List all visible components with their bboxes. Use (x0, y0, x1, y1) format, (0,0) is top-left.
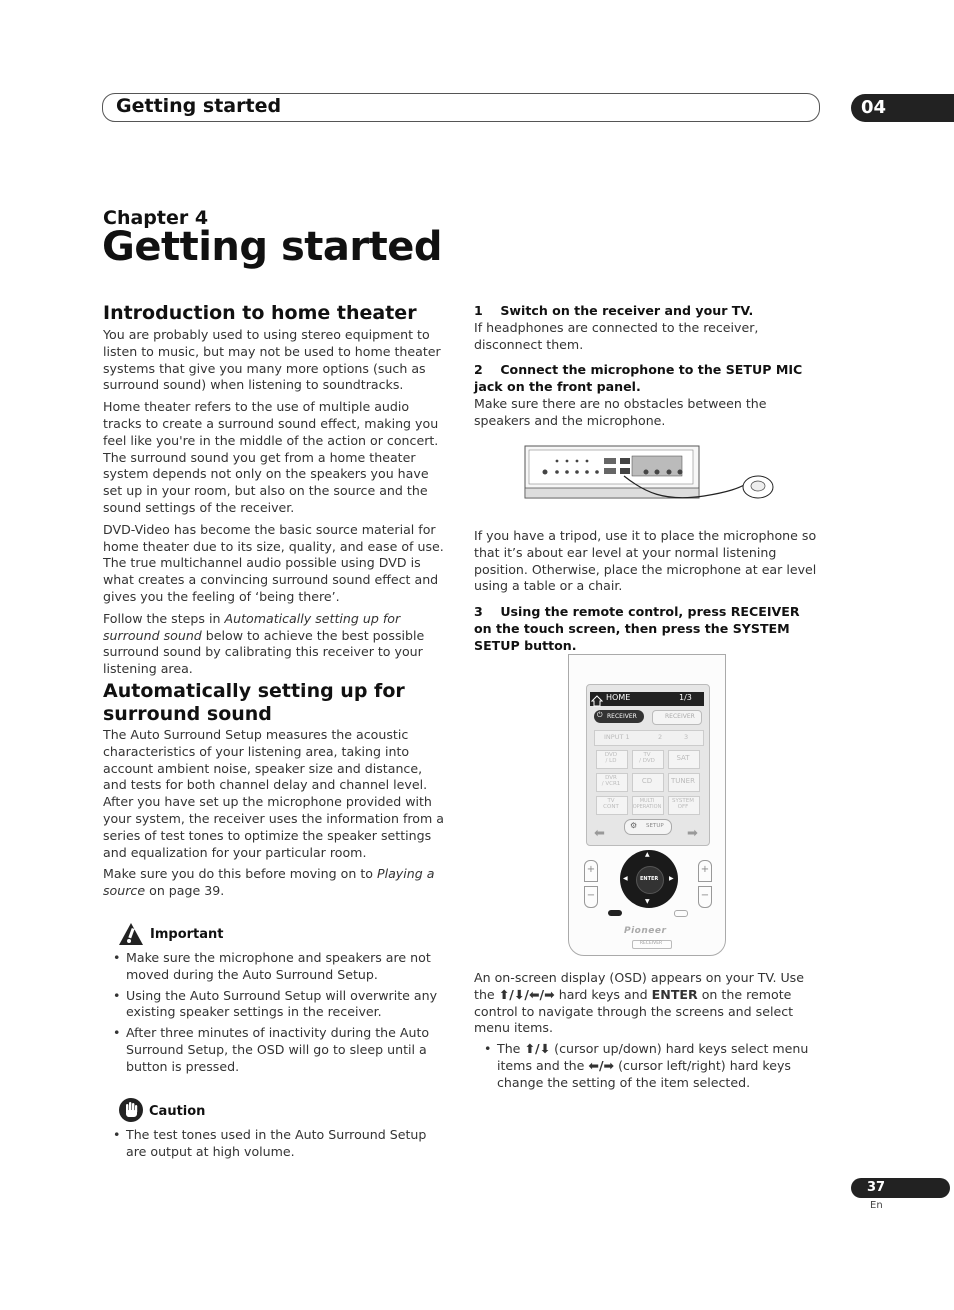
intro-paragraph-3: DVD-Video has become the basic source material for home theater due to its size, quality, and ease of use. The true multichannel audio possible using DVD is what creates a convincing surround sound effect and gives you the feeling of ‘being there’. (103, 521, 444, 604)
auto-p2-text: Make sure you do this before moving on to (103, 866, 377, 882)
warning-icon (118, 922, 144, 950)
step-2-title (474, 362, 820, 396)
important-item: • Using the Auto Surround Setup will overwrite any existing speaker settings in the receiver. (103, 988, 449, 1022)
intro-paragraph-1: You are probably used to using stereo equipment to listen to music, but may not be used to home theater systems that give you many more options (such as surround sound) when listening to soundtracks. (103, 327, 441, 393)
mute-button (674, 910, 688, 917)
intro-heading: Introduction to home theater (103, 302, 417, 324)
step-3-number: 3 (474, 604, 483, 620)
cursor-up-icon: ▲ (645, 851, 650, 858)
auto-paragraph-2 (103, 866, 449, 900)
receiver-microphone-illustration (524, 444, 776, 508)
auto-setup-section (103, 680, 449, 900)
channel-up-icon: + (698, 860, 712, 882)
left-arrow-icon: ⬅ (594, 826, 605, 841)
setup-label: SETUP (646, 823, 664, 829)
brand-logo: Pioneer (624, 926, 667, 936)
home-label: HOME (606, 693, 631, 702)
steps-1-2 (474, 303, 820, 430)
caution-item: • The test tones used in the Auto Surround Setup are output at high volume. (103, 1127, 449, 1161)
receiver-on-label: RECEIVER (607, 713, 637, 720)
tuner-label: TUNER (671, 777, 695, 785)
step-3-title (474, 604, 820, 654)
osd-section (474, 970, 820, 1092)
left-right-keys-icon: ⬅/➡ (588, 1057, 615, 1073)
intro-section (103, 302, 449, 678)
intro-paragraph-4 (103, 611, 449, 678)
step-3-text: Using the remote control, press RECEIVER on the touch screen, then press the SYSTEM SETUP button. (474, 604, 800, 653)
chapter-tab: 04 (851, 94, 954, 122)
osd-bullet-text-3: (cursor left/right) hard keys change the setting of the item selected. (497, 1057, 791, 1090)
auto-p2-text-end: on page 39. (145, 883, 225, 899)
osd-bullet (474, 1041, 820, 1091)
cursor-keys-icon: ⬆/⬇/⬅/➡ (498, 986, 555, 1002)
page-indicator: 1/3 (679, 693, 692, 702)
sat-label: SAT (676, 754, 690, 762)
tv-cont-label: TV CONT (603, 798, 619, 810)
input-label: INPUT 1 (604, 733, 630, 741)
language-code: En (870, 1200, 883, 1211)
cursor-right-icon: ▶ (669, 875, 674, 882)
setup-icon: ⚙ (630, 821, 638, 830)
volume-down-icon: − (584, 886, 598, 908)
step-2-text: Connect the microphone to the SETUP MIC jack on the front panel. (474, 362, 803, 395)
hand-stop-icon (119, 1098, 143, 1126)
intro-p4-ref: Automatically setting up for surround sound (103, 610, 401, 643)
volume-up-icon: + (584, 860, 598, 882)
osd-bullet-text-1: The (497, 1041, 525, 1057)
caution-list (103, 1127, 449, 1161)
chapter-title: Getting started (102, 224, 442, 270)
dvd-label: DVD / LD (604, 752, 618, 764)
up-down-keys-icon: ⬆/⬇ (524, 1041, 551, 1057)
important-list (103, 950, 449, 1076)
step-1-title (474, 303, 820, 320)
multi-operation-label: MULTI OPERATION (632, 798, 662, 810)
auto-setup-heading: Automatically setting up for surround sound (103, 680, 405, 725)
osd-paragraph (474, 970, 820, 1037)
input-3: 3 (684, 733, 689, 741)
section-title: Getting started (116, 95, 282, 117)
important-item: • Make sure the microphone and speakers are not moved during the Auto Surround Setup. (103, 950, 449, 984)
right-arrow-icon: ➡ (687, 826, 698, 841)
power-icon: ⏻ (597, 711, 603, 719)
enter-label: ENTER (640, 876, 659, 882)
home-icon (591, 692, 603, 704)
step-3-section (474, 528, 820, 655)
intro-p4-text: Follow the steps in (103, 610, 225, 626)
system-setup-button (608, 910, 622, 916)
osd-text-1: An on-screen display (OSD) appears on your TV. Use the (474, 970, 804, 1002)
tv-dvd-label: TV / DVD (639, 752, 655, 764)
cursor-left-icon: ◀ (623, 875, 628, 882)
step-1-number: 1 (474, 303, 483, 318)
step-1-body: If headphones are connected to the receiver, disconnect them. (474, 319, 759, 352)
important-item: • After three minutes of inactivity during the Auto Surround Setup, the OSD will go to sleep until a button is pressed. (103, 1025, 449, 1075)
cursor-down-icon: ▼ (645, 898, 650, 905)
auto-p2-ref: Playing a source (103, 866, 435, 899)
channel-down-icon: − (698, 886, 712, 908)
page-number: 37 (851, 1178, 950, 1198)
osd-bullet-text-2: (cursor up/down) hard keys select menu items and the (497, 1041, 809, 1073)
step-2-body: Make sure there are no obstacles between the speakers and the microphone. (474, 395, 767, 428)
remote-control-illustration (568, 654, 726, 956)
step-1-text: Switch on the receiver and your TV. (500, 303, 754, 318)
chapter-label: Chapter 4 (103, 207, 209, 229)
caution-title: Caution (149, 1104, 206, 1119)
enter-key-label: ENTER (651, 986, 698, 1002)
tripod-paragraph: If you have a tripod, use it to place the microphone so that it’s about ear level at your normal listening position. Otherwise, place the microphone at ear level using a table or a chair. (474, 528, 817, 594)
receiver-hard-label: RECEIVER (639, 941, 663, 946)
dvr-label: DVR / VCR1 (601, 775, 621, 787)
important-title: Important (150, 927, 224, 942)
intro-paragraph-2: Home theater refers to the use of multiple audio tracks to create a surround sound effect, making you feel like you're in the middle of the action or concert. The surround sound you get from a home theater system depends not only on the speakers you have set up in your room, but also on the source and the sound settings of the receiver. (103, 399, 439, 515)
osd-text-2: hard keys and (554, 986, 652, 1002)
input-2: 2 (658, 733, 663, 741)
step-2-number: 2 (474, 362, 483, 378)
intro-p4-text-end: below to achieve the best possible surround sound by calibrating this receiver to your listening area. (103, 627, 425, 677)
receiver-off-label: RECEIVER (665, 713, 695, 720)
auto-paragraph-1: The Auto Surround Setup measures the acoustic characteristics of your listening area, taking into account ambient noise, speaker size and distance, and tests for both channel delay and channel level. After you have set up the microphone provided with your system, the receiver uses the information from a series of test tones to optimize the speaker settings and equalization for your particular room. (103, 727, 444, 860)
system-off-label: SYSTEM OFF (672, 798, 694, 810)
cd-label: CD (641, 777, 653, 785)
osd-text-3: on the remote control to navigate through the screens and select menu items. (474, 986, 794, 1036)
